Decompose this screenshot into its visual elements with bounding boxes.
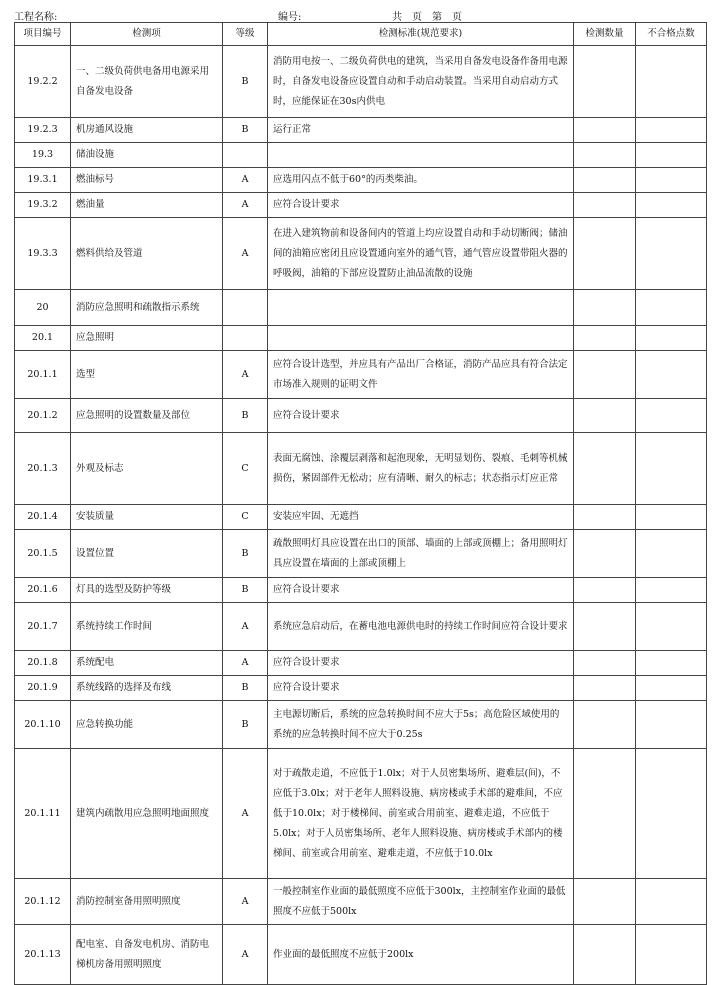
row-standard: 应符合设计要求	[268, 651, 574, 676]
col-header-grade: 等级	[223, 23, 268, 46]
table-row	[15, 143, 707, 168]
row-grade: B	[223, 399, 268, 433]
row-item: 一、二级负荷供电备用电源采用自备发电设备	[71, 46, 223, 118]
row-id: 20.1.12	[15, 879, 71, 925]
row-grade: A	[223, 218, 268, 290]
table-row	[15, 603, 707, 651]
row-quantity-cell[interactable]	[574, 701, 636, 749]
row-grade	[223, 326, 268, 351]
row-item: 配电室、自备发电机房、消防电梯机房备用照明照度	[71, 925, 223, 985]
col-header-failures: 不合格点数	[636, 23, 707, 46]
row-item: 安装质量	[71, 505, 223, 530]
col-header-standard: 检测标准(规范要求)	[268, 23, 574, 46]
row-item: 储油设施	[71, 143, 223, 168]
row-id: 20.1.8	[15, 651, 71, 676]
row-item: 系统配电	[71, 651, 223, 676]
row-grade: A	[223, 651, 268, 676]
row-standard	[268, 326, 574, 351]
row-failures-cell[interactable]	[636, 530, 707, 578]
table-row	[15, 433, 707, 505]
row-quantity-cell[interactable]	[574, 46, 636, 118]
row-id: 20.1.9	[15, 676, 71, 701]
row-item: 系统线路的选择及布线	[71, 676, 223, 701]
row-id: 20.1	[15, 326, 71, 351]
table-row	[15, 530, 707, 578]
row-standard: 对于疏散走道，不应低于1.0lx；对于人员密集场所、避难层(间)，不应低于3.0lx；对于老年人照料设施、病房楼或手术部的避难间，不应低于10.0lx；对于楼梯间、前室或合用前室、避难走道，不应低于5.0lx；对于人员密集场所、老年人照料设施、病房楼或手术部内的楼梯间、前室或合用前室、避难走道，不应低于10.0lx	[268, 749, 574, 879]
row-id: 20.1.5	[15, 530, 71, 578]
row-item: 灯具的选型及防护等级	[71, 578, 223, 603]
table-row	[15, 676, 707, 701]
row-grade: A	[223, 351, 268, 399]
row-item: 应急转换功能	[71, 701, 223, 749]
row-item: 燃油标号	[71, 168, 223, 193]
row-quantity-cell[interactable]	[574, 879, 636, 925]
row-quantity-cell[interactable]	[574, 143, 636, 168]
row-failures-cell[interactable]	[636, 578, 707, 603]
row-failures-cell[interactable]	[636, 701, 707, 749]
row-grade: A	[223, 749, 268, 879]
row-id: 19.3.2	[15, 193, 71, 218]
row-item: 建筑内疏散用应急照明地面照度	[71, 749, 223, 879]
table-row	[15, 925, 707, 985]
row-standard: 运行正常	[268, 118, 574, 143]
row-grade: B	[223, 118, 268, 143]
table-row	[15, 168, 707, 193]
col-header-id: 项目编号	[15, 23, 71, 46]
row-quantity-cell[interactable]	[574, 326, 636, 351]
row-grade: A	[223, 603, 268, 651]
row-standard: 应符合设计要求	[268, 193, 574, 218]
row-standard: 消防用电按一、二级负荷供电的建筑，当采用自备发电设备作备用电源时，自备发电设备应设置自动和手动启动装置。当采用自动启动方式时，应能保证在30s内供电	[268, 46, 574, 118]
row-standard: 疏散照明灯具应设置在出口的顶部、墙面的上部或顶棚上；备用照明灯具应设置在墙面的上部或顶棚上	[268, 530, 574, 578]
row-quantity-cell[interactable]	[574, 676, 636, 701]
row-failures-cell[interactable]	[636, 143, 707, 168]
row-quantity-cell[interactable]	[574, 433, 636, 505]
row-quantity-cell[interactable]	[574, 603, 636, 651]
row-grade	[223, 143, 268, 168]
row-item: 燃油量	[71, 193, 223, 218]
table-row	[15, 701, 707, 749]
row-grade: A	[223, 168, 268, 193]
row-quantity-cell[interactable]	[574, 193, 636, 218]
row-standard: 在进入建筑物前和设备间内的管道上均应设置自动和手动切断阀；储油间的油箱应密闭且应设置通向室外的通气管，通气管应设置带阻火器的呼吸阀，油箱的下部应设置防止油品流散的设施	[268, 218, 574, 290]
row-quantity-cell[interactable]	[574, 530, 636, 578]
row-failures-cell[interactable]	[636, 290, 707, 326]
row-standard	[268, 290, 574, 326]
row-standard	[268, 143, 574, 168]
row-standard: 应符合设计选型，并应具有产品出厂合格证，消防产品应具有符合法定市场准入规则的证明文件	[268, 351, 574, 399]
row-id: 20.1.3	[15, 433, 71, 505]
row-grade: A	[223, 879, 268, 925]
row-item: 设置位置	[71, 530, 223, 578]
row-standard: 应符合设计要求	[268, 399, 574, 433]
row-id: 19.2.3	[15, 118, 71, 143]
row-item: 燃料供给及管道	[71, 218, 223, 290]
table-row	[15, 505, 707, 530]
row-standard: 一般控制室作业面的最低照度不应低于300lx，主控制室作业面的最低照度不应低于500lx	[268, 879, 574, 925]
row-grade: B	[223, 676, 268, 701]
row-item: 外观及标志	[71, 433, 223, 505]
row-failures-cell[interactable]	[636, 433, 707, 505]
row-id: 20.1.7	[15, 603, 71, 651]
table-row	[15, 118, 707, 143]
row-standard: 安装应牢固、无遮挡	[268, 505, 574, 530]
row-grade: C	[223, 433, 268, 505]
row-failures-cell[interactable]	[636, 46, 707, 118]
row-failures-cell[interactable]	[636, 651, 707, 676]
row-id: 20	[15, 290, 71, 326]
table-row	[15, 578, 707, 603]
row-id: 20.1.4	[15, 505, 71, 530]
row-grade: A	[223, 925, 268, 985]
page-header	[14, 6, 705, 22]
row-id: 19.2.2	[15, 46, 71, 118]
row-item: 系统持续工作时间	[71, 603, 223, 651]
row-grade: B	[223, 701, 268, 749]
row-failures-cell[interactable]	[636, 193, 707, 218]
row-quantity-cell[interactable]	[574, 925, 636, 985]
row-id: 20.1.10	[15, 701, 71, 749]
row-failures-cell[interactable]	[636, 879, 707, 925]
row-failures-cell[interactable]	[636, 118, 707, 143]
row-failures-cell[interactable]	[636, 505, 707, 530]
row-quantity-cell[interactable]	[574, 168, 636, 193]
row-quantity-cell[interactable]	[574, 290, 636, 326]
row-quantity-cell[interactable]	[574, 651, 636, 676]
row-standard: 应符合设计要求	[268, 578, 574, 603]
table-row	[15, 193, 707, 218]
row-quantity-cell[interactable]	[574, 505, 636, 530]
table-row	[15, 46, 707, 118]
row-standard: 应符合设计要求	[268, 676, 574, 701]
row-quantity-cell[interactable]	[574, 351, 636, 399]
row-quantity-cell[interactable]	[574, 749, 636, 879]
col-header-quantity: 检测数量	[574, 23, 636, 46]
row-quantity-cell[interactable]	[574, 118, 636, 143]
row-grade: B	[223, 578, 268, 603]
row-grade: B	[223, 46, 268, 118]
row-failures-cell[interactable]	[636, 399, 707, 433]
row-id: 20.1.1	[15, 351, 71, 399]
row-item: 消防应急照明和疏散指示系统	[71, 290, 223, 326]
row-id: 20.1.2	[15, 399, 71, 433]
table-row	[15, 351, 707, 399]
row-grade: B	[223, 530, 268, 578]
row-item: 机房通风设施	[71, 118, 223, 143]
row-failures-cell[interactable]	[636, 351, 707, 399]
row-quantity-cell[interactable]	[574, 399, 636, 433]
row-grade: C	[223, 505, 268, 530]
row-id: 19.3.1	[15, 168, 71, 193]
row-standard: 系统应急启动后，在蓄电池电源供电时的持续工作时间应符合设计要求	[268, 603, 574, 651]
row-quantity-cell[interactable]	[574, 578, 636, 603]
table-row	[15, 218, 707, 290]
row-failures-cell[interactable]	[636, 676, 707, 701]
row-failures-cell[interactable]	[636, 925, 707, 985]
project-name-label: 工程名称:	[14, 12, 58, 23]
pages-label: 共 页 第 页	[392, 12, 462, 23]
row-failures-cell[interactable]	[636, 749, 707, 879]
row-failures-cell[interactable]	[636, 218, 707, 290]
row-standard: 作业面的最低照度不应低于200lx	[268, 925, 574, 985]
row-item: 选型	[71, 351, 223, 399]
table-header-row	[15, 23, 707, 46]
row-quantity-cell[interactable]	[574, 218, 636, 290]
table-row	[15, 399, 707, 433]
row-item: 应急照明的设置数量及部位	[71, 399, 223, 433]
col-header-item: 检测项	[71, 23, 223, 46]
row-standard: 表面无腐蚀、涂覆层剥落和起泡现象，无明显划伤、裂痕、毛刺等机械损伤，紧固部件无松动；应有清晰、耐久的标志；状态指示灯应正常	[268, 433, 574, 505]
row-id: 19.3	[15, 143, 71, 168]
row-failures-cell[interactable]	[636, 168, 707, 193]
table-row	[15, 290, 707, 326]
row-id: 20.1.11	[15, 749, 71, 879]
row-id: 19.3.3	[15, 218, 71, 290]
number-label: 编号:	[278, 12, 302, 23]
table-row	[15, 326, 707, 351]
table-row	[15, 879, 707, 925]
row-id: 20.1.13	[15, 925, 71, 985]
table-row	[15, 749, 707, 879]
row-standard: 主电源切断后，系统的应急转换时间不应大于5s；高危险区域使用的系统的应急转换时间不应大于0.25s	[268, 701, 574, 749]
table-row	[15, 651, 707, 676]
row-item: 消防控制室备用照明照度	[71, 879, 223, 925]
row-grade	[223, 290, 268, 326]
inspection-table	[14, 22, 707, 985]
row-failures-cell[interactable]	[636, 326, 707, 351]
row-failures-cell[interactable]	[636, 603, 707, 651]
row-standard: 应选用闪点不低于60°的丙类柴油。	[268, 168, 574, 193]
row-id: 20.1.6	[15, 578, 71, 603]
row-grade: A	[223, 193, 268, 218]
row-item: 应急照明	[71, 326, 223, 351]
